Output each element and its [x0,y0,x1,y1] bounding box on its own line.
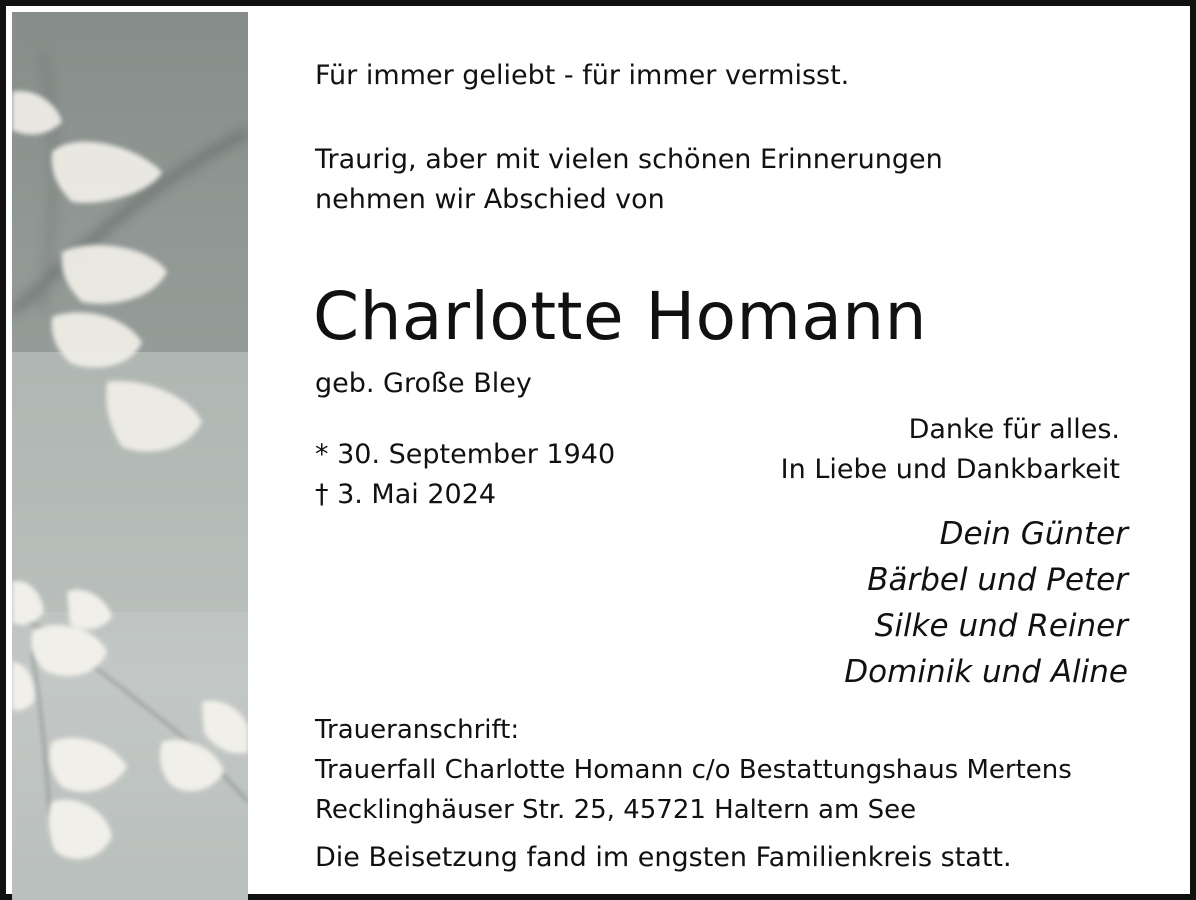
ginkgo-leaves-photo [12,12,248,900]
thanks-line: In Liebe und Dankbarkeit [780,454,1120,485]
thanks-text [781,410,1120,490]
address-heading: Traueranschrift: [315,715,520,745]
family-member: Bärbel und Peter [867,562,1128,598]
deceased-name: Charlotte Homann [313,278,927,355]
intro-paragraph-line: Traurig, aber mit vielen schönen Erinnerungen [315,144,943,175]
intro-paragraph-line: nehmen wir Abschied von [315,184,665,215]
address-line: Recklinghäuser Str. 25, 45721 Haltern am See [315,795,917,825]
mourning-address [315,710,1072,830]
birth-date: * 30. September 1940 [315,439,616,470]
family-signatures [844,511,1128,695]
intro-paragraph [315,140,943,220]
family-member: Dein Günter [939,516,1128,552]
burial-note: Die Beisetzung fand im engsten Familienkreis statt. [315,842,1012,873]
intro-line: Für immer geliebt - für immer vermisst. [315,60,850,91]
life-dates [315,435,615,515]
leaf-illustration [12,12,248,900]
address-line: Trauerfall Charlotte Homann c/o Bestattungshaus Mertens [315,755,1072,785]
family-member: Silke und Reiner [874,608,1128,644]
death-date: † 3. Mai 2024 [315,479,497,510]
family-member: Dominik und Aline [844,654,1128,690]
maiden-name: geb. Große Bley [315,368,532,399]
thanks-line: Danke für alles. [908,414,1120,445]
